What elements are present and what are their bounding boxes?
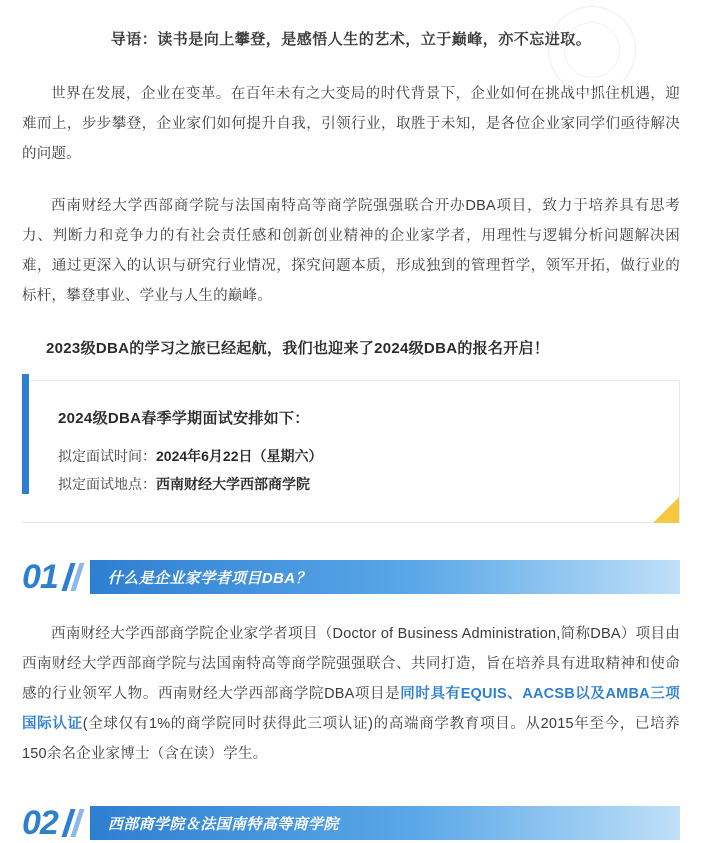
slash-icon-2 xyxy=(66,809,84,837)
section-one-accreditation-highlight: 同时具有EQUIS、AACSB以及AMBA三项国际认证 xyxy=(22,686,681,732)
section-heading-01 xyxy=(22,557,680,597)
section-one-paragraph xyxy=(22,619,680,769)
section-number-01: 01 xyxy=(22,558,58,596)
section-one-text-part2: (全球仅有1%的商学院同时获得此三项认证)的高端商学教育项目。从2015年至今，已培养150余名企业家博士（含在读）学生。 xyxy=(22,716,680,762)
section-title-bar-02 xyxy=(90,806,680,840)
section-title-bar-01 xyxy=(90,560,680,594)
section-number-02: 02 xyxy=(22,804,58,842)
section-title-02: 西部商学院＆法国南特高等商学院 xyxy=(107,815,339,833)
card-row-time-label: 拟定面试时间： xyxy=(58,448,156,464)
paragraph-2: 西南财经大学西部商学院与法国南特高等商学院强强联合开办DBA项目，致力于培养具有思考力、判断力和竞争力的有社会责任感和创新创业精神的企业家学者，用理性与逻辑分析问题解决困难，通过更深入的认识与研究行业情况，探究问题本质，形成独到的管理哲学，领军开拓，做行业的标杆，攀登事业、学业与人生的巅峰。 xyxy=(22,198,680,304)
section-one-text-part1: 西南财经大学西部商学院企业家学者项目（Doctor of Business Administration,简称DBA）项目由西南财经大学西部商学院与法国南特高等商学院强强联合、共同打造，旨在培养具有进取精神和使命感的行业领军人物。西南财经大学西部商学院DBA项目是 xyxy=(22,626,680,702)
article-page xyxy=(0,28,702,842)
interview-info-card xyxy=(22,380,680,523)
card-accent-bar xyxy=(22,374,29,494)
paragraph-1: 世界在发展，企业在变革。在百年未有之大变局的时代背景下，企业如何在挑战中抓住机遇，迎难而上，步步攀登，企业家们如何提升自我，引领行业，取胜于未知，是各位企业家同学们亟待解决的问题。 xyxy=(22,86,680,162)
section-heading-02 xyxy=(22,803,680,843)
lead-quote: 导语：读书是向上攀登，是感悟人生的艺术，立于巅峰，亦不忘进取。 xyxy=(110,31,592,48)
section-title-01: 什么是企业家学者项目DBA？ xyxy=(107,569,311,587)
highlight-announcement: 2023级DBA的学习之旅已经起航，我们也迎来了2024级DBA的报名开启！ xyxy=(46,340,550,357)
card-title: 2024级DBA春季学期面试安排如下： xyxy=(58,410,310,427)
card-row-time xyxy=(58,442,679,470)
slash-icon xyxy=(66,563,84,591)
card-corner-triangle xyxy=(653,497,679,523)
card-row-location-value: 西南财经大学西部商学院 xyxy=(156,476,310,492)
card-row-time-value: 2024年6月22日（星期六） xyxy=(156,448,323,464)
card-row-location-label: 拟定面试地点： xyxy=(58,476,156,492)
card-row-location xyxy=(58,470,679,498)
